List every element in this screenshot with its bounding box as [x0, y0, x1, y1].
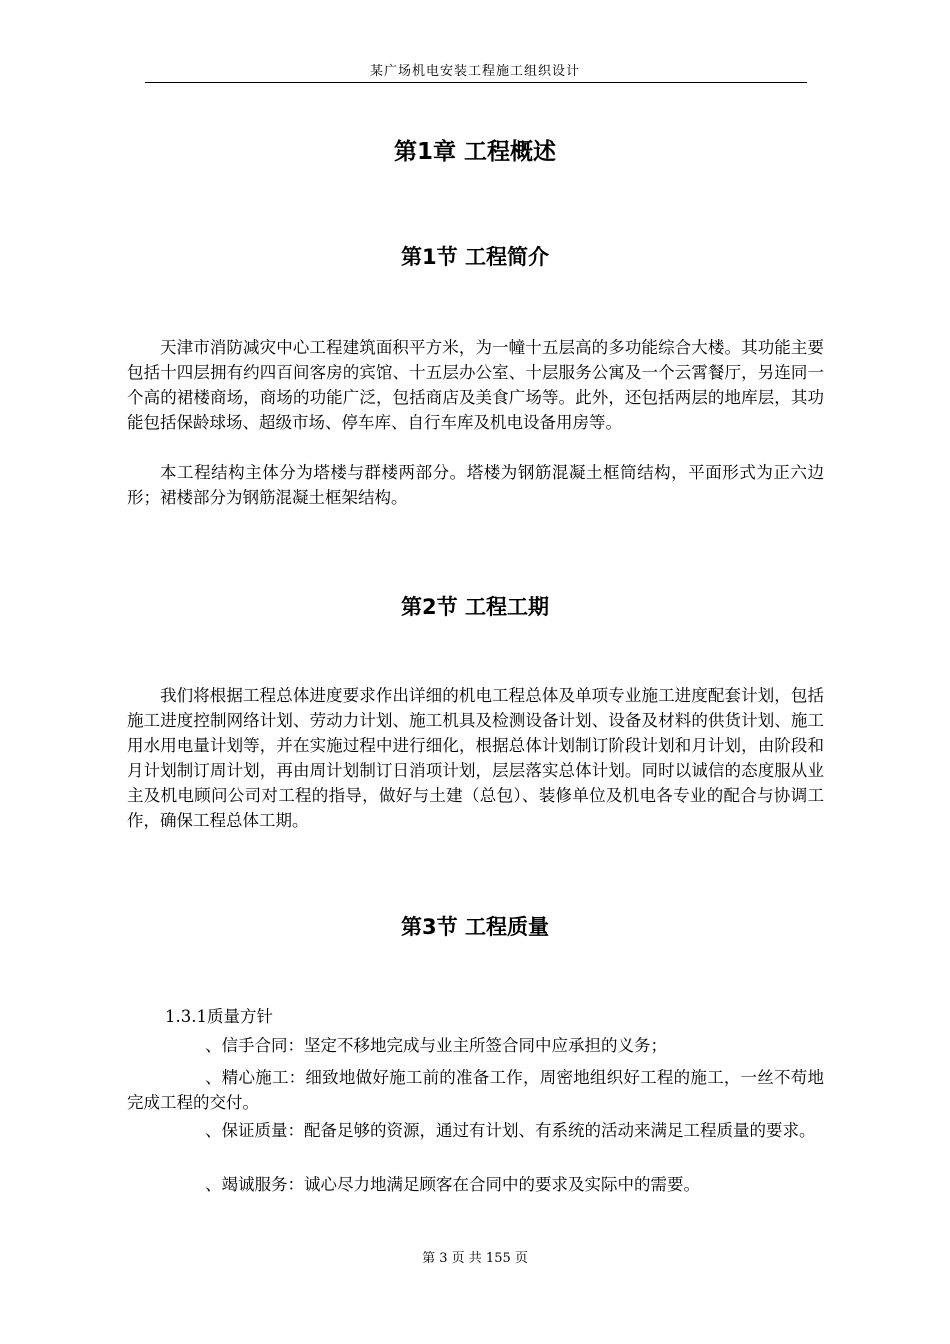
section-title-schedule: 第2节 工程工期 [401, 595, 549, 619]
list-item: 、竭诚服务：诚心尽力地满足顾客在合同中的要求及实际中的需要。 [205, 1175, 700, 1194]
page-footer: 第 3 页 共 155 页 [422, 1251, 528, 1266]
subsection-heading: 1.3.1质量方针 [165, 1007, 273, 1026]
list-item: 、信手合同：坚定不移地完成与业主所签合同中应承担的义务； [205, 1036, 667, 1055]
section-title-overview: 第1节 工程简介 [401, 245, 549, 269]
chapter-title: 第1章 工程概述 [393, 139, 556, 165]
paragraph: 本工程结构主体分为塔楼与群楼两部分。塔楼为钢筋混凝土框筒结构，平面形式为正六边形；裙楼部分为钢筋混凝土框架结构。 [127, 463, 824, 507]
header-rule [145, 82, 807, 83]
section-title-quality: 第3节 工程质量 [401, 915, 549, 939]
list-item: 、保证质量：配备足够的资源，通过有计划、有系统的活动来满足工程质量的要求。 [205, 1121, 816, 1140]
paragraph: 天津市消防减灾中心工程建筑面积平方米，为一幢十五层高的多功能综合大楼。其功能主要包括十四层拥有约四百间客房的宾馆、十五层办公室、十层服务公寓及一个云霄餐厅，另连同一个高的裙楼商场，商场的功能广泛，包括商店及美食广场等。此外，还包括两层的地库层，其功能包括保龄球场、超级市场、停车库、自行车库及机电设备用房等。 [127, 338, 824, 432]
page-header: 某广场机电安装工程施工组织设计 [369, 64, 580, 79]
list-item: 、精心施工：细致地做好施工前的准备工作，周密地组织好工程的施工，一丝不苟地完成工程的交付。 [127, 1068, 824, 1112]
paragraph: 我们将根据工程总体进度要求作出详细的机电工程总体及单项专业施工进度配套计划，包括施工进度控制网络计划、劳动力计划、施工机具及检测设备计划、设备及材料的供货计划、施工用水用电量计划等，并在实施过程中进行细化，根据总体计划制订阶段计划和月计划，由阶段和月计划制订周计划，再由周计划制订日消项计划，层层落实总体计划。同时以诚信的态度服从业主及机电顾问公司对工程的指导，做好与土建（总包）、装修单位及机电各专业的配合与协调工作，确保工程总体工期。 [127, 686, 824, 830]
